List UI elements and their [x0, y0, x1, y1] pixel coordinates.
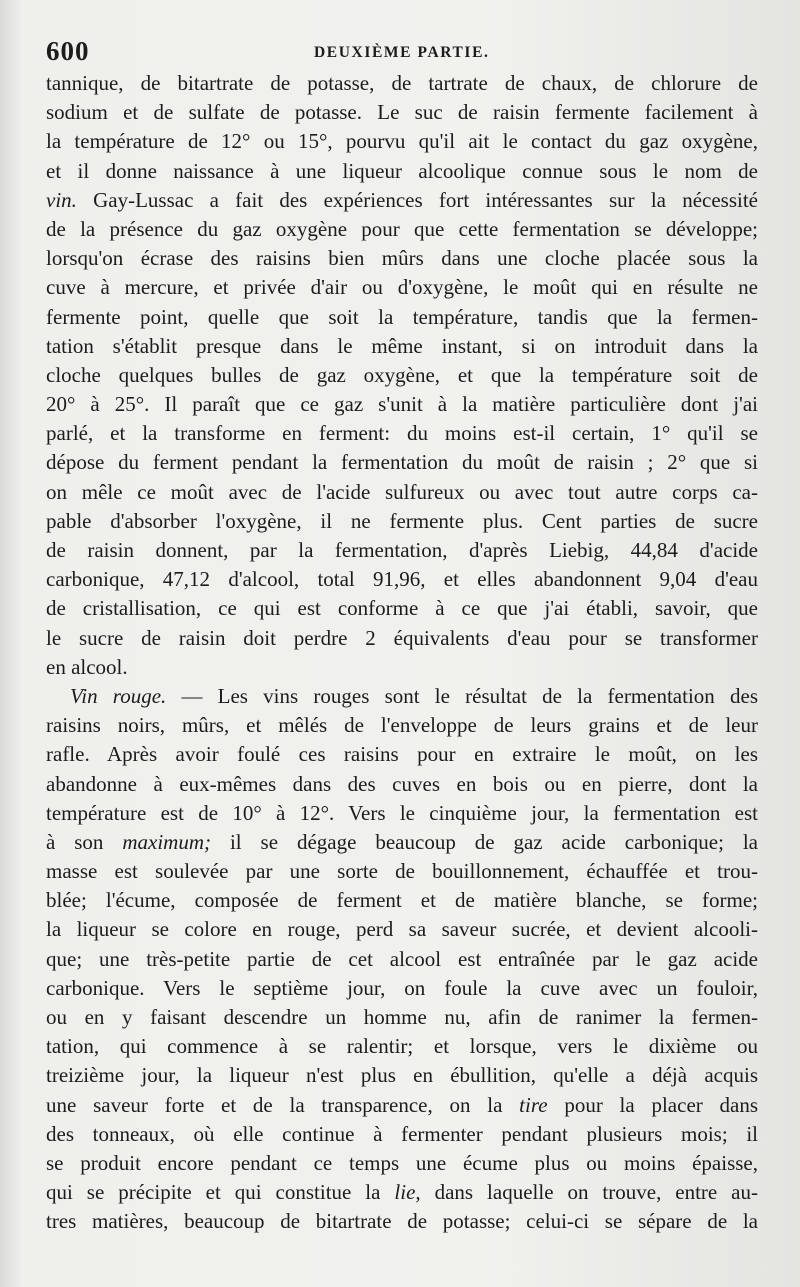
line-text: cloche quelques bulles de gaz oxygène, et que la température soit de: [46, 362, 758, 387]
line-text: de raisin donnent, par la fermentation, d'après Liebig, 44,84 d'acide: [46, 538, 758, 562]
text-line: [46, 711, 758, 740]
line-text: à son: [46, 829, 123, 854]
italic-text: maximum;: [122, 829, 212, 854]
line-text: tation s'établit presque dans le même instant, si on introduit dans la: [46, 333, 758, 358]
line-text: et il donne naissance à une liqueur alcoolique connue sous le nom de: [46, 158, 758, 183]
line-text: qui se précipite et qui constitue la: [46, 1180, 395, 1205]
line-text: se produit encore pendant ce temps une écume plus ou moins épaisse,: [46, 1150, 758, 1175]
line-text: 20° à 25°. Il paraît que ce gaz s'unit à la matière particulière dont j'ai: [46, 392, 758, 417]
text-line: [46, 332, 758, 361]
text-line: [46, 1120, 758, 1149]
text-line: [46, 390, 758, 419]
line-text: une saveur forte et de la transparence, on la: [46, 1092, 520, 1117]
italic-text: lie,: [394, 1180, 421, 1205]
line-text: dans laquelle on trouve, entre au-: [420, 1180, 758, 1205]
text-line: [46, 215, 758, 244]
text-line: [46, 273, 758, 302]
line-text: — Les vins rouges sont le résultat de la fermentation des: [166, 683, 758, 708]
text-line: [46, 448, 758, 477]
text-line: [46, 1003, 758, 1032]
text-line: [46, 886, 758, 915]
text-line: [46, 478, 758, 507]
text-line: [46, 1061, 758, 1090]
line-text: parlé, et la transforme en ferment: du moins est-il certain, 1° qu'il se: [46, 421, 758, 446]
text-line: [46, 419, 758, 448]
line-text: carbonique. Vers le septième jour, on foule la cuve avec un fouloir,: [46, 975, 758, 1000]
text-line: [46, 624, 758, 653]
body-text: [46, 69, 758, 1237]
text-line: [46, 770, 758, 799]
line-text: tres matières, beaucoup de bitartrate de potasse; celui-ci se sépare de la: [46, 1209, 758, 1234]
text-line: [46, 1032, 758, 1061]
line-text: abandonne à eux-mêmes dans des cuves en bois ou en pierre, dont la: [46, 771, 758, 796]
line-text: de la présence du gaz oxygène pour que cette fermentation se développe;: [46, 216, 758, 241]
line-text: tannique, de bitartrate de potasse, de tartrate de chaux, de chlorure de: [46, 71, 758, 95]
text-line: [46, 799, 758, 828]
text-line: [46, 1091, 758, 1120]
line-text: blée; l'écume, composée de ferment et de matière blanche, se forme;: [46, 888, 758, 913]
text-line: [46, 945, 758, 974]
text-line: [46, 915, 758, 944]
line-text: en alcool.: [46, 654, 128, 679]
text-line: [46, 303, 758, 332]
text-line: [46, 565, 758, 594]
line-text: sodium et de sulfate de potasse. Le suc de raisin fermente facilement à: [46, 100, 758, 125]
line-text: masse est soulevée par une sorte de bouillonnement, échauffée et trou-: [46, 859, 758, 884]
text-line: [46, 244, 758, 273]
page-number: 600: [46, 36, 90, 66]
text-line: [46, 1207, 758, 1236]
text-line: [46, 740, 758, 769]
text-line: [46, 536, 758, 565]
text-line: [46, 157, 758, 186]
italic-text: vin.: [46, 187, 77, 212]
line-text: ou en y faisant descendre un homme nu, afin de ranimer la fermen-: [46, 1005, 758, 1029]
line-text: de cristallisation, ce qui est conforme à ce que j'ai établi, savoir, que: [46, 596, 758, 621]
text-line: [46, 974, 758, 1003]
line-text: le sucre de raisin doit perdre 2 équivalents d'eau pour se transformer: [46, 625, 758, 650]
line-text: Gay-Lussac a fait des expériences fort intéressantes sur la nécessité: [76, 187, 758, 212]
line-text: la température de 12° ou 15°, pourvu qu'il ait le contact du gaz oxygène,: [46, 129, 758, 154]
line-text: pour la placer dans: [547, 1092, 758, 1117]
line-text: fermente point, quelle que soit la température, tandis que la fermen-: [46, 304, 758, 329]
line-text: cuve à mercure, et privée d'air ou d'oxygène, le moût qui en résulte ne: [46, 275, 758, 300]
text-line: [46, 1149, 758, 1178]
text-line: [46, 507, 758, 536]
line-text: dépose du ferment pendant la fermentation du moût de raisin ; 2° que si: [46, 450, 758, 475]
line-text: raisins noirs, mûrs, et mêlés de l'enveloppe de leurs grains et de leur: [46, 713, 758, 738]
text-line: [46, 186, 758, 215]
line-text: des tonneaux, où elle continue à fermenter pendant plusieurs mois; il: [46, 1121, 758, 1146]
text-line: [46, 127, 758, 156]
line-text: température est de 10° à 12°. Vers le cinquième jour, la fermentation est: [46, 800, 758, 825]
line-text: treizième jour, la liqueur n'est plus en ébullition, qu'elle a déjà acquis: [46, 1063, 758, 1088]
line-text: lorsqu'on écrase des raisins bien mûrs dans une cloche placée sous la: [46, 246, 758, 271]
line-text: on mêle ce moût avec de l'acide sulfureux ou avec tout autre corps ca-: [46, 479, 758, 504]
text-line: [46, 1178, 758, 1207]
text-line: [46, 653, 758, 682]
line-text: il se dégage beaucoup de gaz acide carbonique; la: [211, 829, 758, 854]
text-line: [46, 361, 758, 390]
line-text: carbonique, 47,12 d'alcool, total 91,96, et elles abandonnent 9,04 d'eau: [46, 567, 758, 592]
text-line: [46, 594, 758, 623]
text-line: [46, 857, 758, 886]
text-line: [46, 98, 758, 127]
line-text: tation, qui commence à se ralentir; et lorsque, vers le dixième ou: [46, 1034, 758, 1059]
running-head: DEUXIÈME PARTIE.: [314, 44, 490, 61]
italic-text: tire: [519, 1092, 548, 1117]
line-text: rafle. Après avoir foulé ces raisins pour en extraire le moût, on les: [46, 742, 758, 767]
line-text: la liqueur se colore en rouge, perd sa saveur sucrée, et devient alcooli-: [46, 917, 758, 942]
text-line: [46, 828, 758, 857]
text-line: [46, 682, 758, 711]
line-text: pable d'absorber l'oxygène, il ne fermente plus. Cent parties de sucre: [46, 508, 758, 533]
line-text: que; une très-petite partie de cet alcool est entraînée par le gaz acide: [46, 946, 758, 971]
page-header: [46, 36, 756, 70]
text-line: [46, 69, 758, 98]
italic-text: Vin rouge.: [70, 683, 167, 708]
